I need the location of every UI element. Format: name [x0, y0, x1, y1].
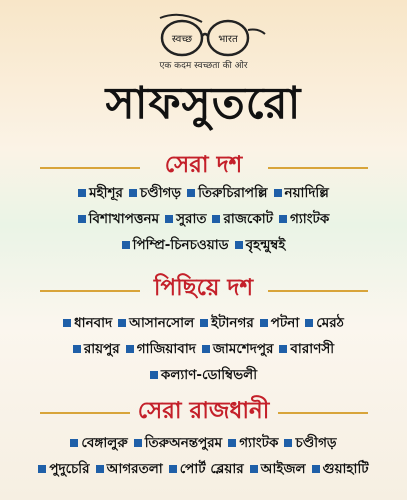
section-list-capitals [10, 430, 397, 482]
bullet-square-icon [78, 189, 86, 197]
city-row [10, 310, 397, 336]
bullet-square-icon [165, 215, 173, 223]
city-name: গ্যাংটক [290, 210, 330, 227]
city-name: রাজকোট [223, 210, 274, 227]
bullet-square-icon [202, 345, 210, 353]
bullet-square-icon [250, 465, 258, 473]
city-item [202, 338, 274, 361]
city-item [279, 208, 329, 231]
city-name: বিশাখাপত্তনম [88, 210, 160, 227]
city-name: পিম্প্রি-চিনচওয়াড [132, 236, 229, 253]
bullet-square-icon [228, 439, 236, 447]
city-item [284, 432, 336, 455]
bullet-square-icon [38, 465, 46, 473]
city-item [70, 432, 127, 455]
city-name: চণ্ডীগড় [295, 434, 337, 451]
bullet-square-icon [260, 319, 268, 327]
bullet-square-icon [150, 371, 158, 379]
bullet-square-icon [70, 439, 78, 447]
bullet-square-icon [279, 345, 287, 353]
city-name: নয়াদিল্লি [284, 184, 329, 201]
city-name: কল্যাণ-ডোম্বিভলী [160, 366, 258, 383]
city-name: সুরাত [176, 210, 207, 227]
city-name: পটনা [270, 314, 300, 331]
city-name: আইজল [260, 460, 306, 477]
city-name: ধানবাদ [74, 314, 113, 331]
city-row [10, 456, 397, 482]
city-item [96, 458, 163, 481]
city-item [250, 458, 306, 481]
city-name: রায়পুর [83, 340, 120, 357]
city-row [10, 430, 397, 456]
city-row [10, 206, 397, 232]
city-item [235, 234, 286, 257]
city-item [274, 182, 329, 205]
bullet-square-icon [279, 215, 287, 223]
city-name: গুয়াহাটি [322, 460, 369, 477]
city-item [169, 458, 244, 481]
bullet-square-icon [169, 465, 177, 473]
city-name: জামশেদপুর [212, 340, 274, 357]
bullet-square-icon [312, 465, 320, 473]
bullet-square-icon [129, 189, 137, 197]
city-item [150, 364, 257, 387]
city-item [165, 208, 206, 231]
city-item [129, 182, 181, 205]
bullet-square-icon [284, 439, 292, 447]
bullet-square-icon [187, 189, 195, 197]
bullet-square-icon [122, 241, 130, 249]
section-heading-capitals: সেরা রাজধানী [137, 398, 270, 424]
city-item [118, 312, 194, 335]
city-row [10, 336, 397, 362]
bullet-square-icon [96, 465, 104, 473]
city-item [78, 182, 123, 205]
city-name: বারাণসী [290, 340, 335, 357]
bullet-square-icon [134, 439, 142, 447]
city-item [305, 312, 344, 335]
city-name: মেরঠ [316, 314, 344, 331]
section-heading-worst: পিছিয়ে দশ [153, 275, 254, 301]
city-name: আগরতলা [106, 460, 163, 477]
city-item [187, 182, 267, 205]
bullet-square-icon [78, 215, 86, 223]
city-item [78, 208, 159, 231]
city-item [73, 338, 120, 361]
bullet-square-icon [212, 215, 220, 223]
city-name: বৃহন্মুম্বই [245, 236, 286, 253]
city-item [260, 312, 300, 335]
swachh-bharat-logo [140, 8, 270, 63]
section-list-best [10, 180, 397, 258]
city-name: আসানসোল [129, 314, 195, 331]
logo-tagline: एक कदम स्वच्छता की ओर [159, 61, 248, 71]
city-item [38, 458, 89, 481]
bullet-square-icon [235, 241, 243, 249]
city-row [10, 362, 397, 388]
section-heading-best: সেরা দশ [164, 152, 243, 178]
city-item [279, 338, 334, 361]
city-name: চণ্ডীগড় [139, 184, 182, 201]
section-list-worst [10, 310, 397, 388]
city-name: ইটানগর [211, 314, 254, 331]
page-title: সাফসুতরো [105, 78, 302, 129]
city-name: গ্যাংটক [239, 434, 279, 451]
city-item [228, 432, 278, 455]
bullet-square-icon [126, 345, 134, 353]
city-name: বেঙ্গালুরু [81, 434, 128, 451]
logo-right-text: भारत [218, 34, 238, 45]
city-item [200, 312, 254, 335]
bullet-square-icon [200, 319, 208, 327]
city-item [212, 208, 273, 231]
bullet-square-icon [118, 319, 126, 327]
city-item [63, 312, 112, 335]
city-name: পোর্ট ব্লেয়ার [179, 460, 244, 477]
city-item [312, 458, 369, 481]
city-name: মহীশূর [89, 184, 123, 201]
city-name: গাজিয়াবাদ [136, 340, 196, 357]
city-item [122, 234, 229, 257]
city-item [126, 338, 196, 361]
bullet-square-icon [63, 319, 71, 327]
city-row [10, 180, 397, 206]
city-name: পুদুচেরি [49, 460, 90, 477]
bullet-square-icon [305, 319, 313, 327]
city-item [134, 432, 223, 455]
city-row [10, 232, 397, 258]
bullet-square-icon [73, 345, 81, 353]
logo-left-text: स्वच्छ [171, 34, 193, 45]
city-name: তিরুচিরাপল্লি [198, 184, 268, 201]
city-name: তিরুঅনন্তপুরম [144, 434, 223, 451]
bullet-square-icon [274, 189, 282, 197]
